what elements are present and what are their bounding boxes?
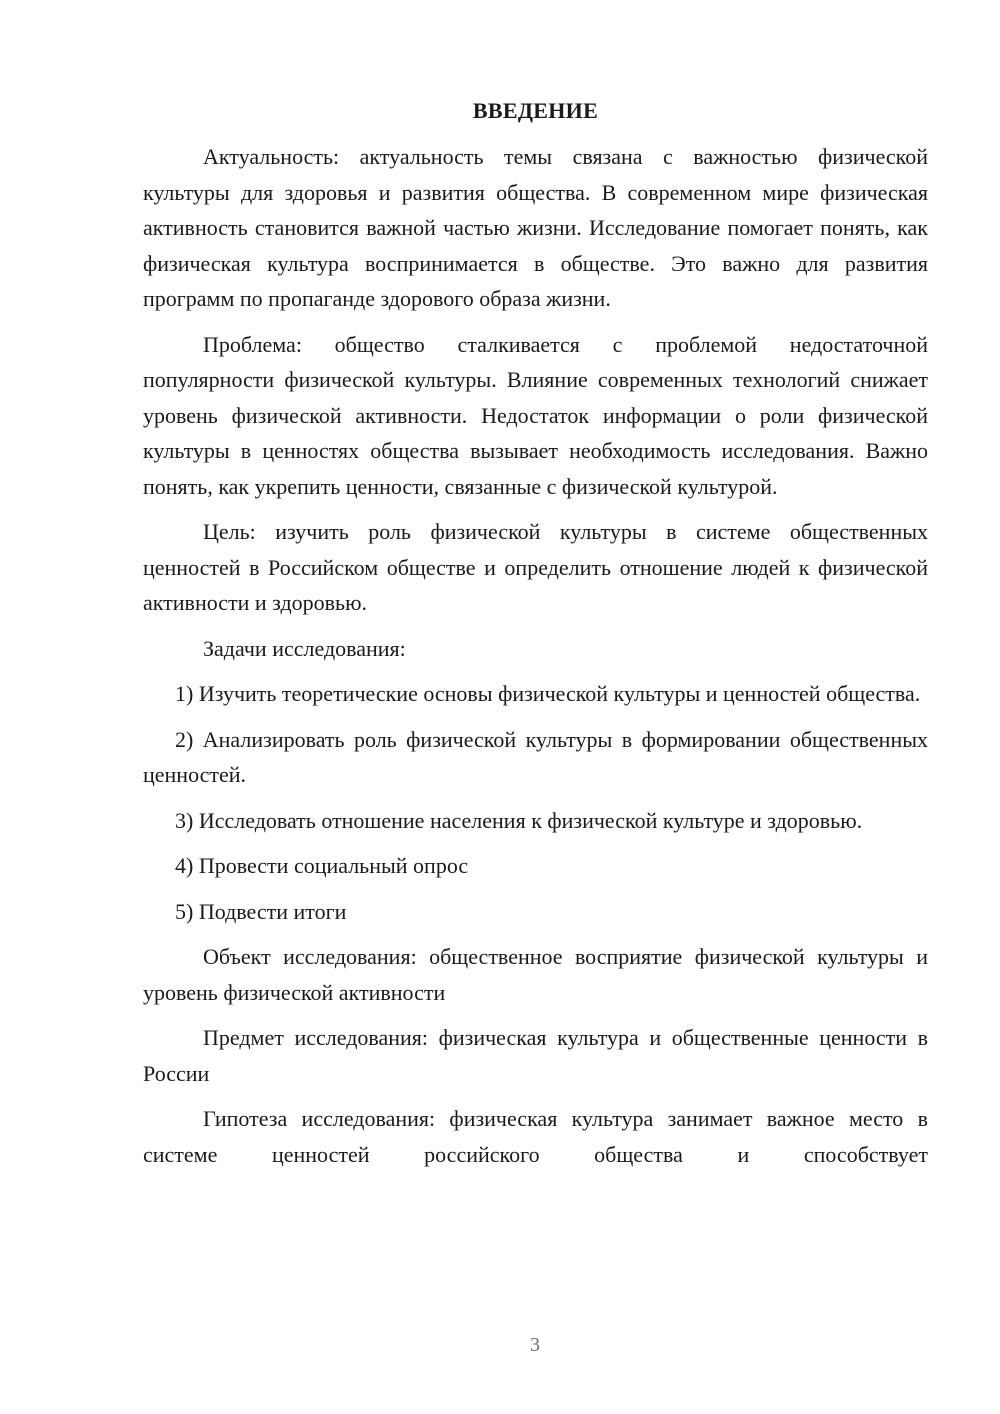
paragraph-goal: Цель: изучить роль физической культуры в системе общественных ценностей в Российском обществе и определить отношение людей к физической активности и здоровью. xyxy=(143,519,928,615)
task-item-1: 1) Изучить теоретические основы физической культуры и ценностей общества. xyxy=(175,681,921,706)
paragraph-subject: Предмет исследования: физическая культура и общественные ценности в России xyxy=(143,1025,928,1086)
task-item-2: 2) Анализировать роль физической культуры в формировании общественных ценностей. xyxy=(143,726,928,787)
paragraph-tasks-heading: Задачи исследования: xyxy=(203,635,406,661)
page-content xyxy=(143,96,928,1182)
paragraph-hypothesis: Гипотеза исследования: физическая культура занимает важное место в системе ценностей российского общества и способствует xyxy=(143,1106,928,1167)
paragraph-relevance: Актуальность: актуальность темы связана с важностью физической культуры для здоровья и развития общества. В современном мире физическая активность становится важной частью жизни. Исследование помогает понять, как физическая культура воспринимается в обществе. Это важно для развития программ по пропаганде здорового образа жизни. xyxy=(143,144,928,311)
task-item-4: 4) Провести социальный опрос xyxy=(175,853,469,878)
page-number: 3 xyxy=(530,1334,540,1356)
paragraph-object: Объект исследования: общественное восприятие физической культуры и уровень физической активности xyxy=(143,944,928,1005)
task-item-5: 5) Подвести итоги xyxy=(175,898,347,924)
task-item-3: 3) Исследовать отношение населения к физической культуре и здоровью. xyxy=(175,807,863,833)
paragraph-problem: Проблема: общество сталкивается с проблемой недостаточной популярности физической культуры. Влияние современных технологий снижает уровень физической активности. Недостаток информации о роли физической культуры в ценностях общества вызывает необходимость исследования. Важно понять, как укрепить ценности, связанные с физической культурой. xyxy=(143,331,928,499)
section-title: ВВЕДЕНИЕ xyxy=(472,98,599,123)
